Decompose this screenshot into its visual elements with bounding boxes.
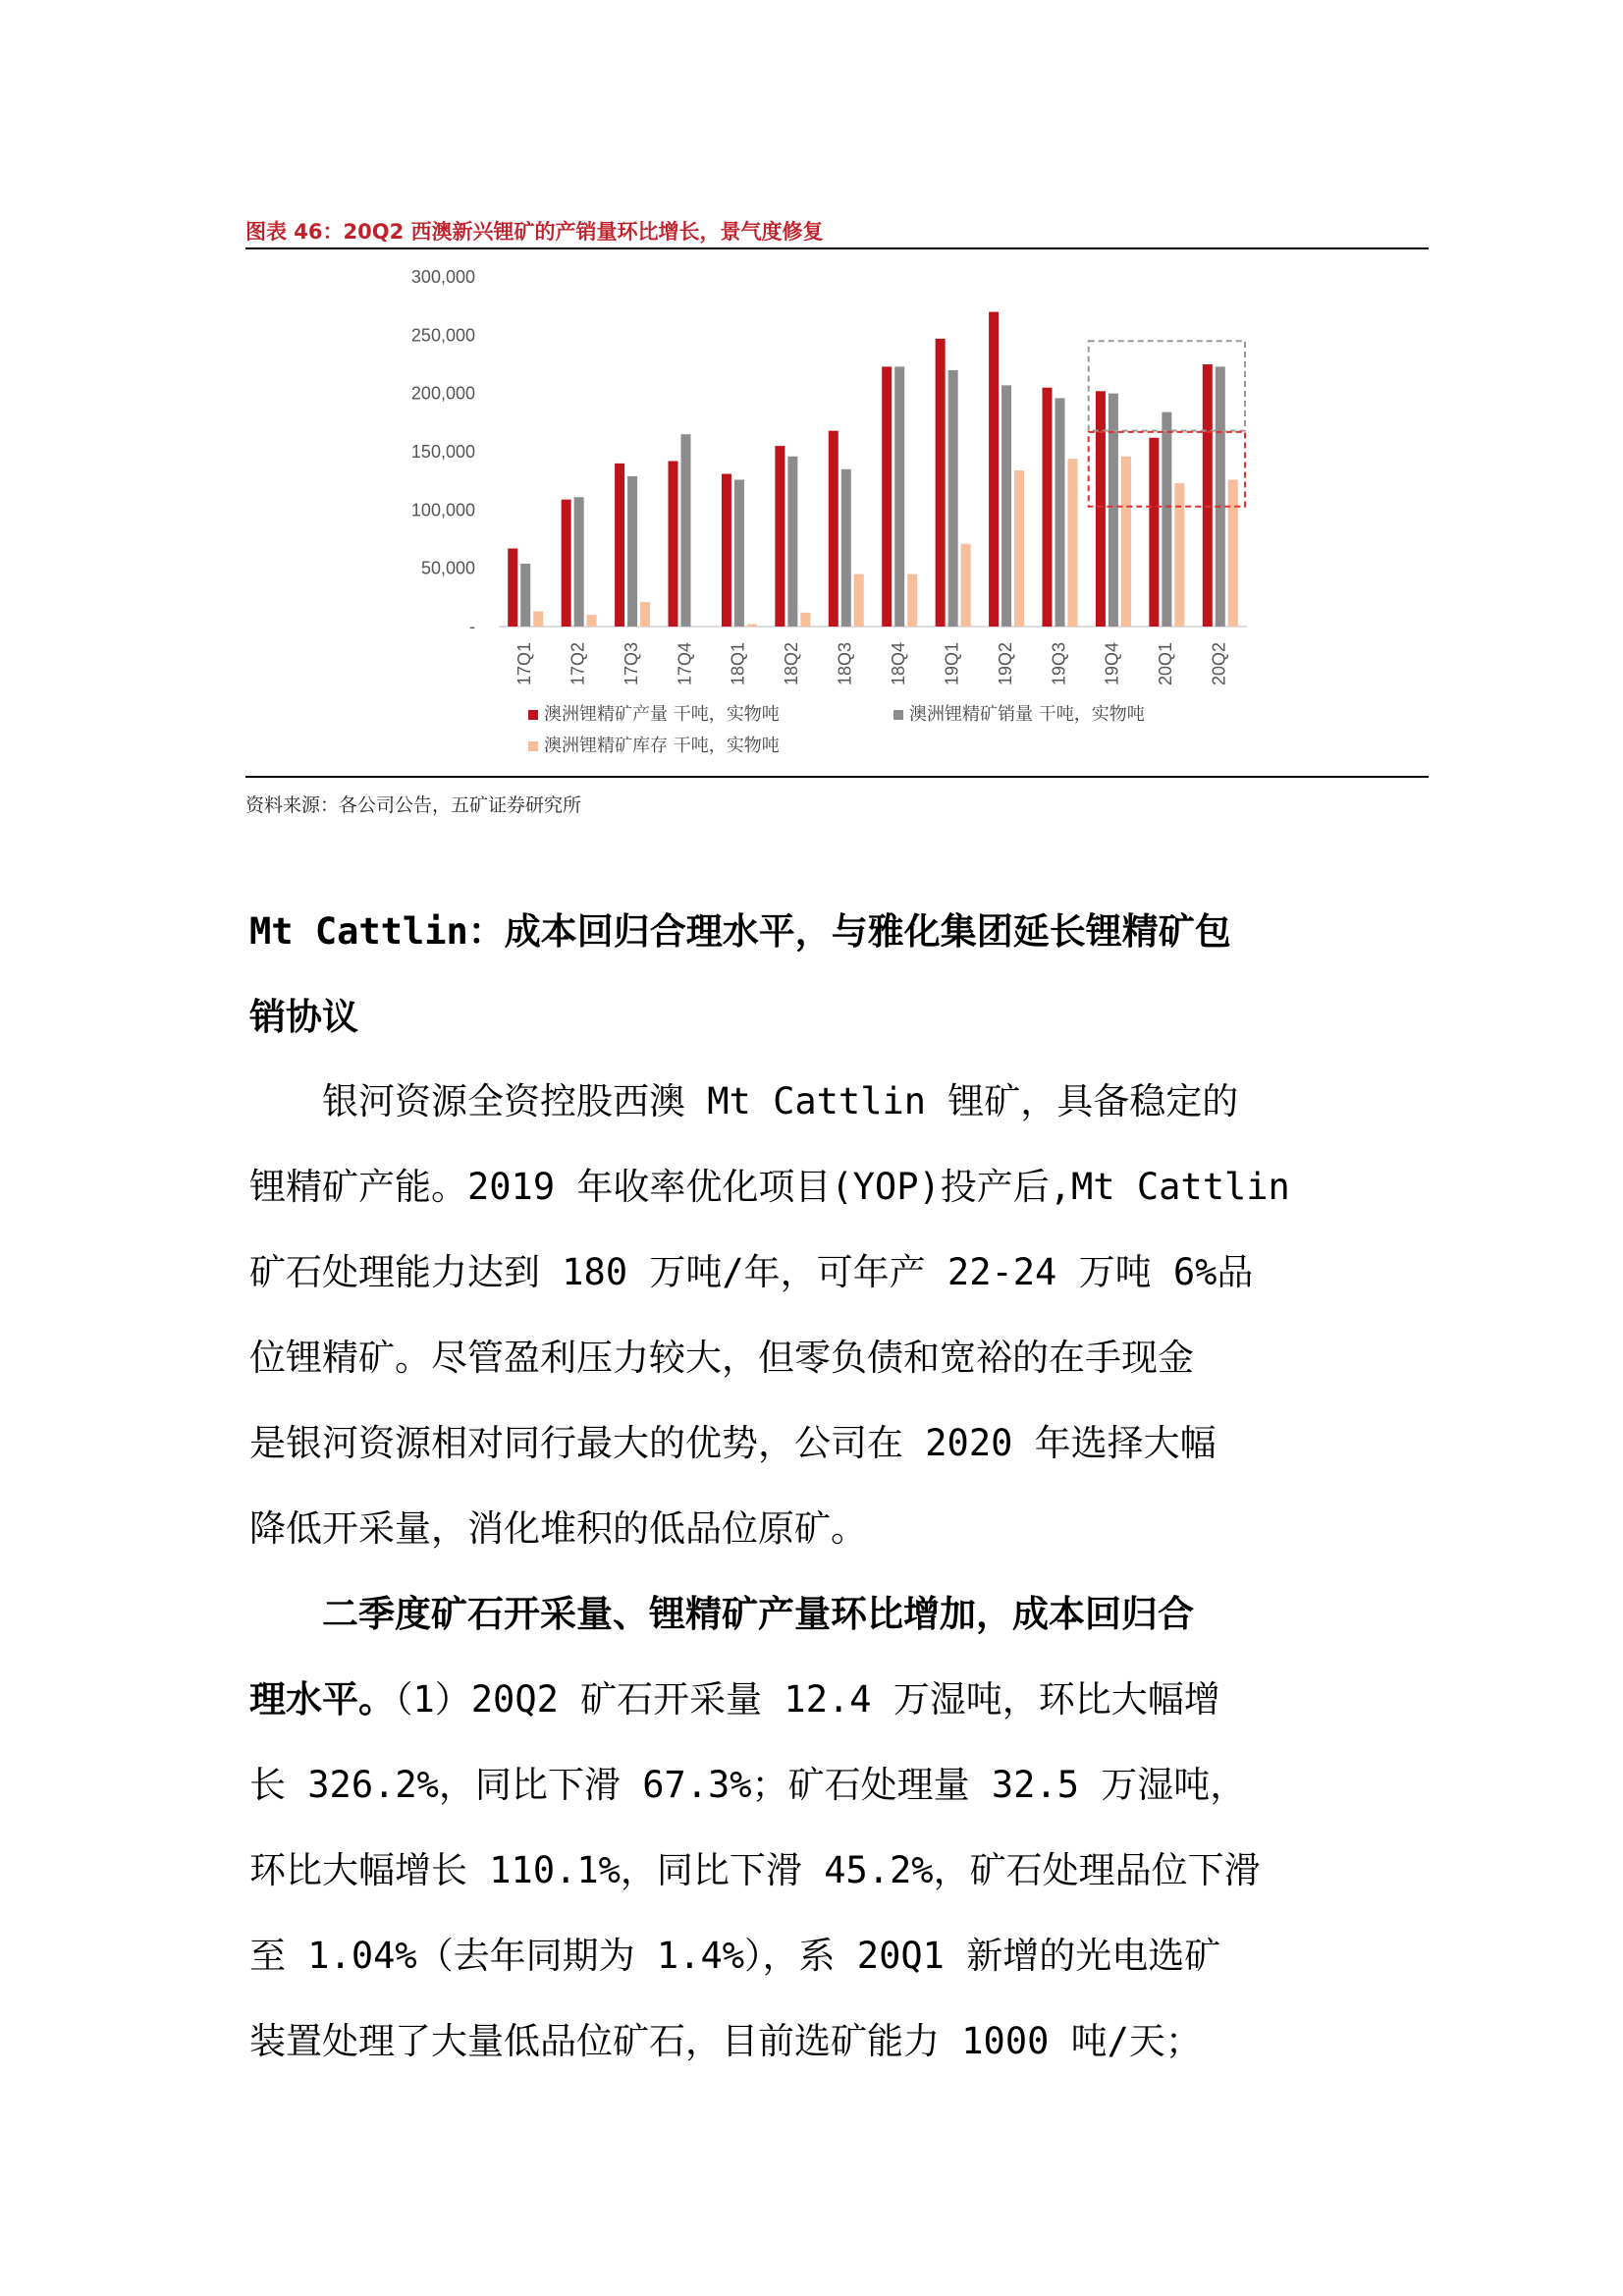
bar	[508, 548, 517, 627]
x-tick-label: 20Q1	[1156, 641, 1176, 686]
paragraph-2-line: 装置处理了大量低品位矿石，目前选矿能力 1000 吨/天；	[249, 2020, 1202, 2062]
x-tick-label: 17Q2	[568, 641, 588, 686]
bar	[562, 500, 571, 627]
paragraph-1-line: 银河资源全资控股西澳 Mt Cattlin 锂矿，具备稳定的	[322, 1080, 1239, 1122]
y-tick-label: 250,000	[410, 325, 475, 346]
x-tick-label: 17Q1	[514, 641, 534, 686]
bar	[1216, 366, 1225, 627]
paragraph-2-text: （1）20Q2 矿石开采量 12.4 万湿吨，环比大幅增	[395, 1678, 1220, 1721]
y-tick-label: -	[469, 617, 475, 636]
bar-chart	[245, 253, 1429, 774]
section-heading-line-1: Mt Cattlin：成本回归合理水平，与雅化集团延长锂精矿包	[249, 910, 1231, 953]
y-tick-label: 300,000	[410, 267, 475, 287]
legend-label: 澳洲锂精矿销量 干吨，实物吨	[909, 704, 1145, 725]
paragraph-2-line	[249, 1571, 1388, 1657]
bar	[615, 464, 624, 627]
bar	[1203, 364, 1213, 627]
bar	[1149, 438, 1159, 627]
bar	[1014, 470, 1024, 627]
x-tick-label: 18Q2	[782, 641, 802, 686]
bar	[1043, 388, 1053, 627]
section-heading-line-2: 销协议	[249, 996, 358, 1038]
bar	[681, 434, 691, 627]
paragraph-1-line: 锂精矿产能。2019 年收率优化项目(YOP)投产后,Mt Cattlin	[249, 1166, 1290, 1208]
bar	[775, 446, 784, 627]
legend-swatch	[528, 710, 538, 720]
paragraph-2-line: 环比大幅增长 110.1%，同比下滑 45.2%，矿石处理品位下滑	[249, 1849, 1261, 1891]
bar	[894, 366, 904, 627]
bar	[1162, 412, 1171, 627]
bar	[841, 469, 851, 627]
bar	[1055, 398, 1065, 627]
paragraph-1-line: 是银河资源相对同行最大的优势，公司在 2020 年选择大幅	[249, 1422, 1217, 1464]
x-axis	[514, 642, 1229, 685]
bar	[627, 476, 637, 627]
chart-legend	[528, 704, 1145, 756]
bar	[747, 625, 757, 627]
chart-bars	[508, 312, 1238, 627]
x-tick-label: 18Q3	[835, 641, 855, 686]
bar	[1001, 385, 1011, 627]
bar	[989, 312, 999, 627]
bar	[936, 339, 946, 627]
paragraph-1-line: 降低开采量，消化堆积的低品位原矿。	[249, 1507, 867, 1550]
figure-bottom-rule	[245, 776, 1429, 778]
x-tick-label: 19Q2	[995, 641, 1015, 686]
legend-swatch	[528, 741, 538, 751]
paragraph-1-line: 矿石处理能力达到 180 万吨/年，可年产 22-24 万吨 6%品	[249, 1251, 1254, 1293]
x-tick-label: 17Q4	[675, 641, 695, 686]
figure-top-rule	[245, 247, 1429, 249]
paragraph-2-line: 长 326.2%，同比下滑 67.3%；矿石处理量 32.5 万湿吨，	[249, 1764, 1247, 1806]
x-tick-label: 20Q2	[1209, 641, 1229, 686]
y-tick-label: 200,000	[410, 383, 475, 404]
bar	[787, 457, 797, 627]
bar	[907, 574, 917, 627]
bar	[1228, 479, 1238, 627]
bar	[574, 497, 584, 627]
paragraph-2-lead: 二季度矿石开采量、锂精矿产量环比增加，成本回归合	[322, 1593, 1194, 1635]
x-tick-label: 17Q3	[621, 641, 641, 686]
paragraph-2-line	[249, 1657, 1388, 1742]
x-tick-label: 18Q4	[888, 641, 908, 686]
bar	[1121, 457, 1131, 627]
bar	[800, 613, 810, 627]
paragraph-1-line: 位锂精矿。尽管盈利压力较大，但零负债和宽裕的在手现金	[249, 1337, 1194, 1379]
bar	[533, 612, 543, 627]
bar	[854, 574, 864, 627]
figure-title: 图表 46：20Q2 西澳新兴锂矿的产销量环比增长，景气度修复	[245, 220, 824, 244]
x-tick-label: 19Q3	[1049, 641, 1069, 686]
y-tick-label: 150,000	[410, 442, 475, 462]
legend-label: 澳洲锂精矿产量 干吨，实物吨	[544, 704, 780, 725]
bar	[829, 431, 839, 627]
y-tick-label: 100,000	[410, 500, 475, 520]
paragraph-2-lead-end: 理水平。	[249, 1678, 395, 1721]
figure-source: 资料来源：各公司公告，五矿证券研究所	[245, 794, 582, 816]
x-tick-label: 18Q1	[728, 641, 748, 686]
bar	[734, 479, 744, 627]
x-tick-label: 19Q1	[942, 641, 962, 686]
bar	[1096, 391, 1106, 627]
paragraph-2-line: 至 1.04%（去年同期为 1.4%），系 20Q1 新增的光电选矿	[249, 1935, 1221, 1977]
bar	[882, 366, 892, 627]
bar	[640, 602, 650, 627]
bar	[669, 461, 678, 627]
bar	[1068, 459, 1078, 627]
bar	[1109, 394, 1118, 627]
bar	[948, 370, 958, 627]
legend-swatch	[893, 710, 903, 720]
bar	[961, 544, 971, 627]
bar	[1174, 483, 1184, 627]
legend-label: 澳洲锂精矿库存 干吨，实物吨	[544, 736, 780, 756]
bar	[520, 564, 530, 627]
x-tick-label: 19Q4	[1102, 641, 1122, 686]
bar	[722, 474, 731, 627]
y-tick-label: 50,000	[420, 558, 475, 578]
bar	[587, 615, 597, 627]
